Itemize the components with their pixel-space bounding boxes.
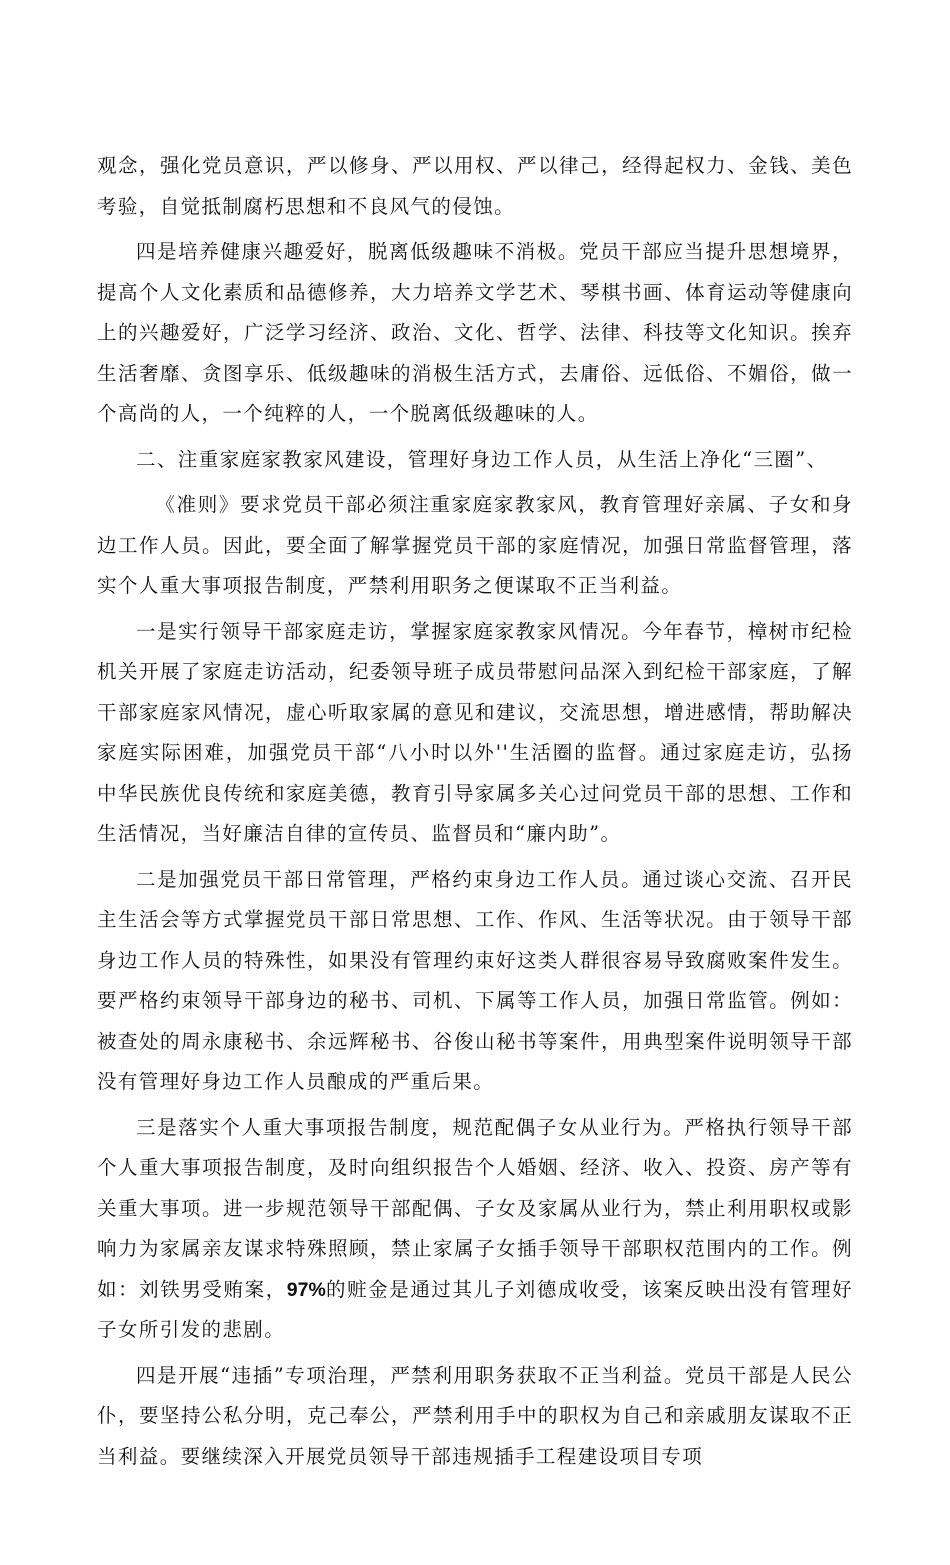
percentage-figure: 97% xyxy=(286,1278,326,1301)
paragraph-reporting-text-before: 三是落实个人重大事项报告制度，规范配偶子女从业行为。严格执行领导干部个人重大事项报告制度，及时向组织报告个人婚姻、经济、收入、投资、房产等有关重大事项。进一步规范领导干部配偶、子女及家属从业行为，禁止利用职权或影响力为家属亲友谋求特殊照顾，禁止家属子女插手领导干部职权范围内的工作。例如：刘铁男受贿案， xyxy=(97,1115,853,1301)
paragraph-reporting-system xyxy=(97,1108,853,1351)
paragraph-special-governance: 四是开展“违插”专项治理，严禁利用职务获取不正当利益。党员干部是人民公仆，要坚持公私分明，克己奉公，严禁利用手中的职权为自己和亲戚朋友谋取不正当利益。要继续深入开展党员领导干部违规插手工程建设项目专项 xyxy=(97,1363,853,1468)
section-heading-family-values: 二、注重家庭家教家风建设，管理好身边工作人员，从生活上净化“三圈”、 xyxy=(136,447,828,471)
paragraph-healthy-interests: 四是培养健康兴趣爱好，脱离低级趣味不消极。党员干部应当提升思想境界，提高个人文化素质和品德修养，大力培养文学艺术、琴棋书画、体育运动等健康向上的兴趣爱好，广泛学习经济、政治、文化、哲学、法律、科技等文化知识。挨弃生活奢靡、贪图享乐、低级趣味的消极生活方式，去庸俗、远低俗、不媚俗，做一个高尚的人，一个纯粹的人，一个脱离低级趣味的人。 xyxy=(97,240,853,425)
paragraph-daily-management: 二是加强党员干部日常管理，严格约束身边工作人员。通过谈心交流、召开民主生活会等方式掌握党员干部日常思想、工作、作风、生活等状况。由于领导干部身边工作人员的特殊性，如果没有管理约束好这类人群很容易导致腐败案件发生。要严格约束领导干部身边的秘书、司机、下属等工作人员，加强日常监管。例如：被查处的周永康秘书、余远辉秘书、谷俊山秘书等案件，用典型案件说明领导干部没有管理好身边工作人员酿成的严重后果。 xyxy=(97,867,853,1093)
paragraph-guidelines: 《准则》要求党员干部必须注重家庭家教家风，教育管理好亲属、子女和身边工作人员。因此，要全面了解掌握党员干部的家庭情况，加强日常监督管理，落实个人重大事项报告制度，严禁利用职务之便谋取不正当利益。 xyxy=(97,493,853,597)
paragraph-reporting-text-after: 的赃金是通过其儿子刘德成收受，该案反映出没有管理好子女所引发的悲剧。 xyxy=(97,1277,853,1341)
paragraph-continuation: 观念，强化党员意识，严以修身、严以用权、严以律己，经得起权力、金钱、美色考验，自觉抵制腐朽思想和不良风气的侵蚀。 xyxy=(97,154,853,218)
document-body xyxy=(97,146,853,1477)
paragraph-family-visits: 一是实行领导干部家庭走访，掌握家庭家教家风情况。今年春节，樟树市纪检机关开展了家庭走访活动，纪委领导班子成员带慰问品深入到纪检干部家庭，了解干部家庭家风情况，虚心听取家属的意见和建议，交流思想，增进感情，帮助解决家庭实际困难，加强党员干部“八小时以外''生活圈的监督。通过家庭走访，弘扬中华民族优良传统和家庭美德，教育引导家属多关心过问党员干部的思想、工作和生活情况，当好廉洁自律的宣传员、监督员和“廉内助”。 xyxy=(97,619,853,845)
